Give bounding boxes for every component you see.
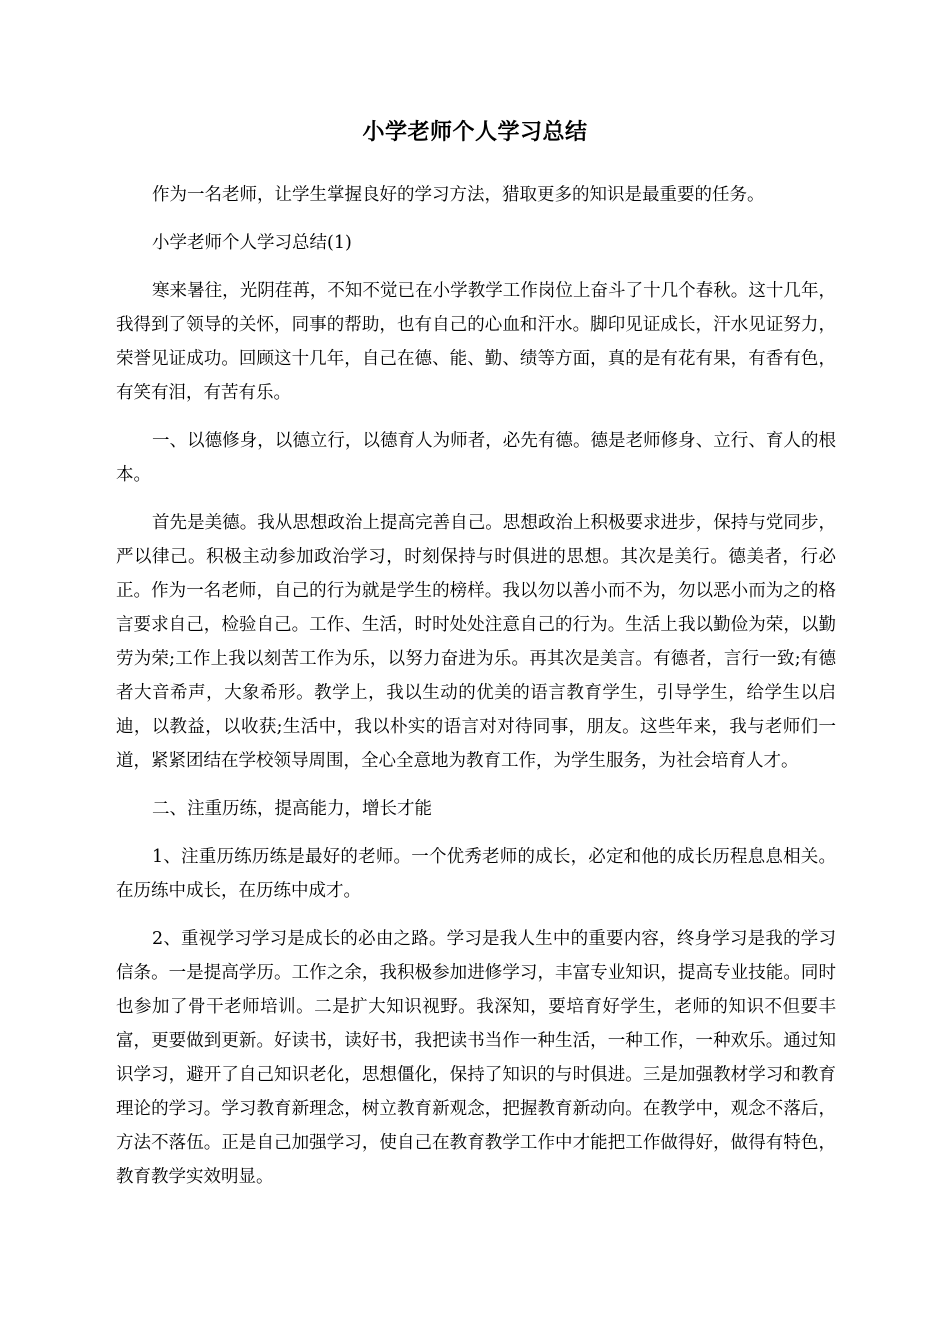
body-paragraph: 2、重视学习学习是成长的必由之路。学习是我人生中的重要内容，终身学习是我的学习信条。一是提高学历。工作之余，我积极参加进修学习，丰富专业知识，提高专业技能。同时也参加了骨干老师培训。二是扩大知识视野。我深知，要培育好学生，老师的知识不但要丰富，更要做到更新。好读书，读好书，我把读书当作一种生活，一种工作，一种欢乐。通过知识学习，避开了自己知识老化，思想僵化，保持了知识的与时俱进。三是加强教材学习和教育理论的学习。学习教育新理念，树立教育新观念，把握教育新动向。在教学中，观念不落后，方法不落伍。正是自己加强学习，使自己在教育教学工作中才能把工作做得好，做得有特色，教育教学实效明显。 — [116, 929, 836, 1187]
document-title: 小学老师个人学习总结 — [362, 119, 588, 145]
intro-paragraph: 作为一名老师，让学生掌握良好的学习方法，猎取更多的知识是最重要的任务。 — [152, 185, 765, 205]
section-heading: 小学老师个人学习总结(1) — [152, 233, 352, 253]
body-paragraph: 首先是美德。我从思想政治上提高完善自己。思想政治上积极要求进步，保持与党同步，严以律己。积极主动参加政治学习，时刻保持与时俱进的思想。其次是美行。德美者，行必正。作为一名老师，自己的行为就是学生的榜样。我以勿以善小而不为，勿以恶小而为之的格言要求自己，检验自己。工作、生活，时时处处注意自己的行为。生活上我以勤俭为荣，以勤劳为荣;工作上我以刻苦工作为乐，以努力奋进为乐。再其次是美言。有德者，言行一致;有德者大音希声，大象希形。教学上，我以生动的优美的语言教育学生，引导学生，给学生以启迪，以教益，以收获;生活中，我以朴实的语言对对待同事，朋友。这些年来，我与老师们一道，紧紧团结在学校领导周围，全心全意地为教育工作，为学生服务，为社会培育人才。 — [116, 513, 836, 771]
document-body — [116, 178, 836, 1208]
body-paragraph: 寒来暑往，光阴荏苒，不知不觉已在小学教学工作岗位上奋斗了十几个春秋。这十几年，我得到了领导的关怀，同事的帮助，也有自己的心血和汗水。脚印见证成长，汗水见证努力，荣誉见证成功。回顾这十几年，自己在德、能、勤、绩等方面，真的是有花有果，有香有色，有笑有泪，有苦有乐。 — [116, 281, 836, 403]
body-paragraph: 1、注重历练历练是最好的老师。一个优秀老师的成长，必定和他的成长历程息息相关。在历练中成长，在历练中成才。 — [116, 847, 836, 901]
subsection-heading: 二、注重历练，提高能力，增长才能 — [152, 799, 432, 819]
body-paragraph: 一、以德修身，以德立行，以德育人为师者，必先有德。德是老师修身、立行、育人的根本。 — [116, 431, 836, 485]
